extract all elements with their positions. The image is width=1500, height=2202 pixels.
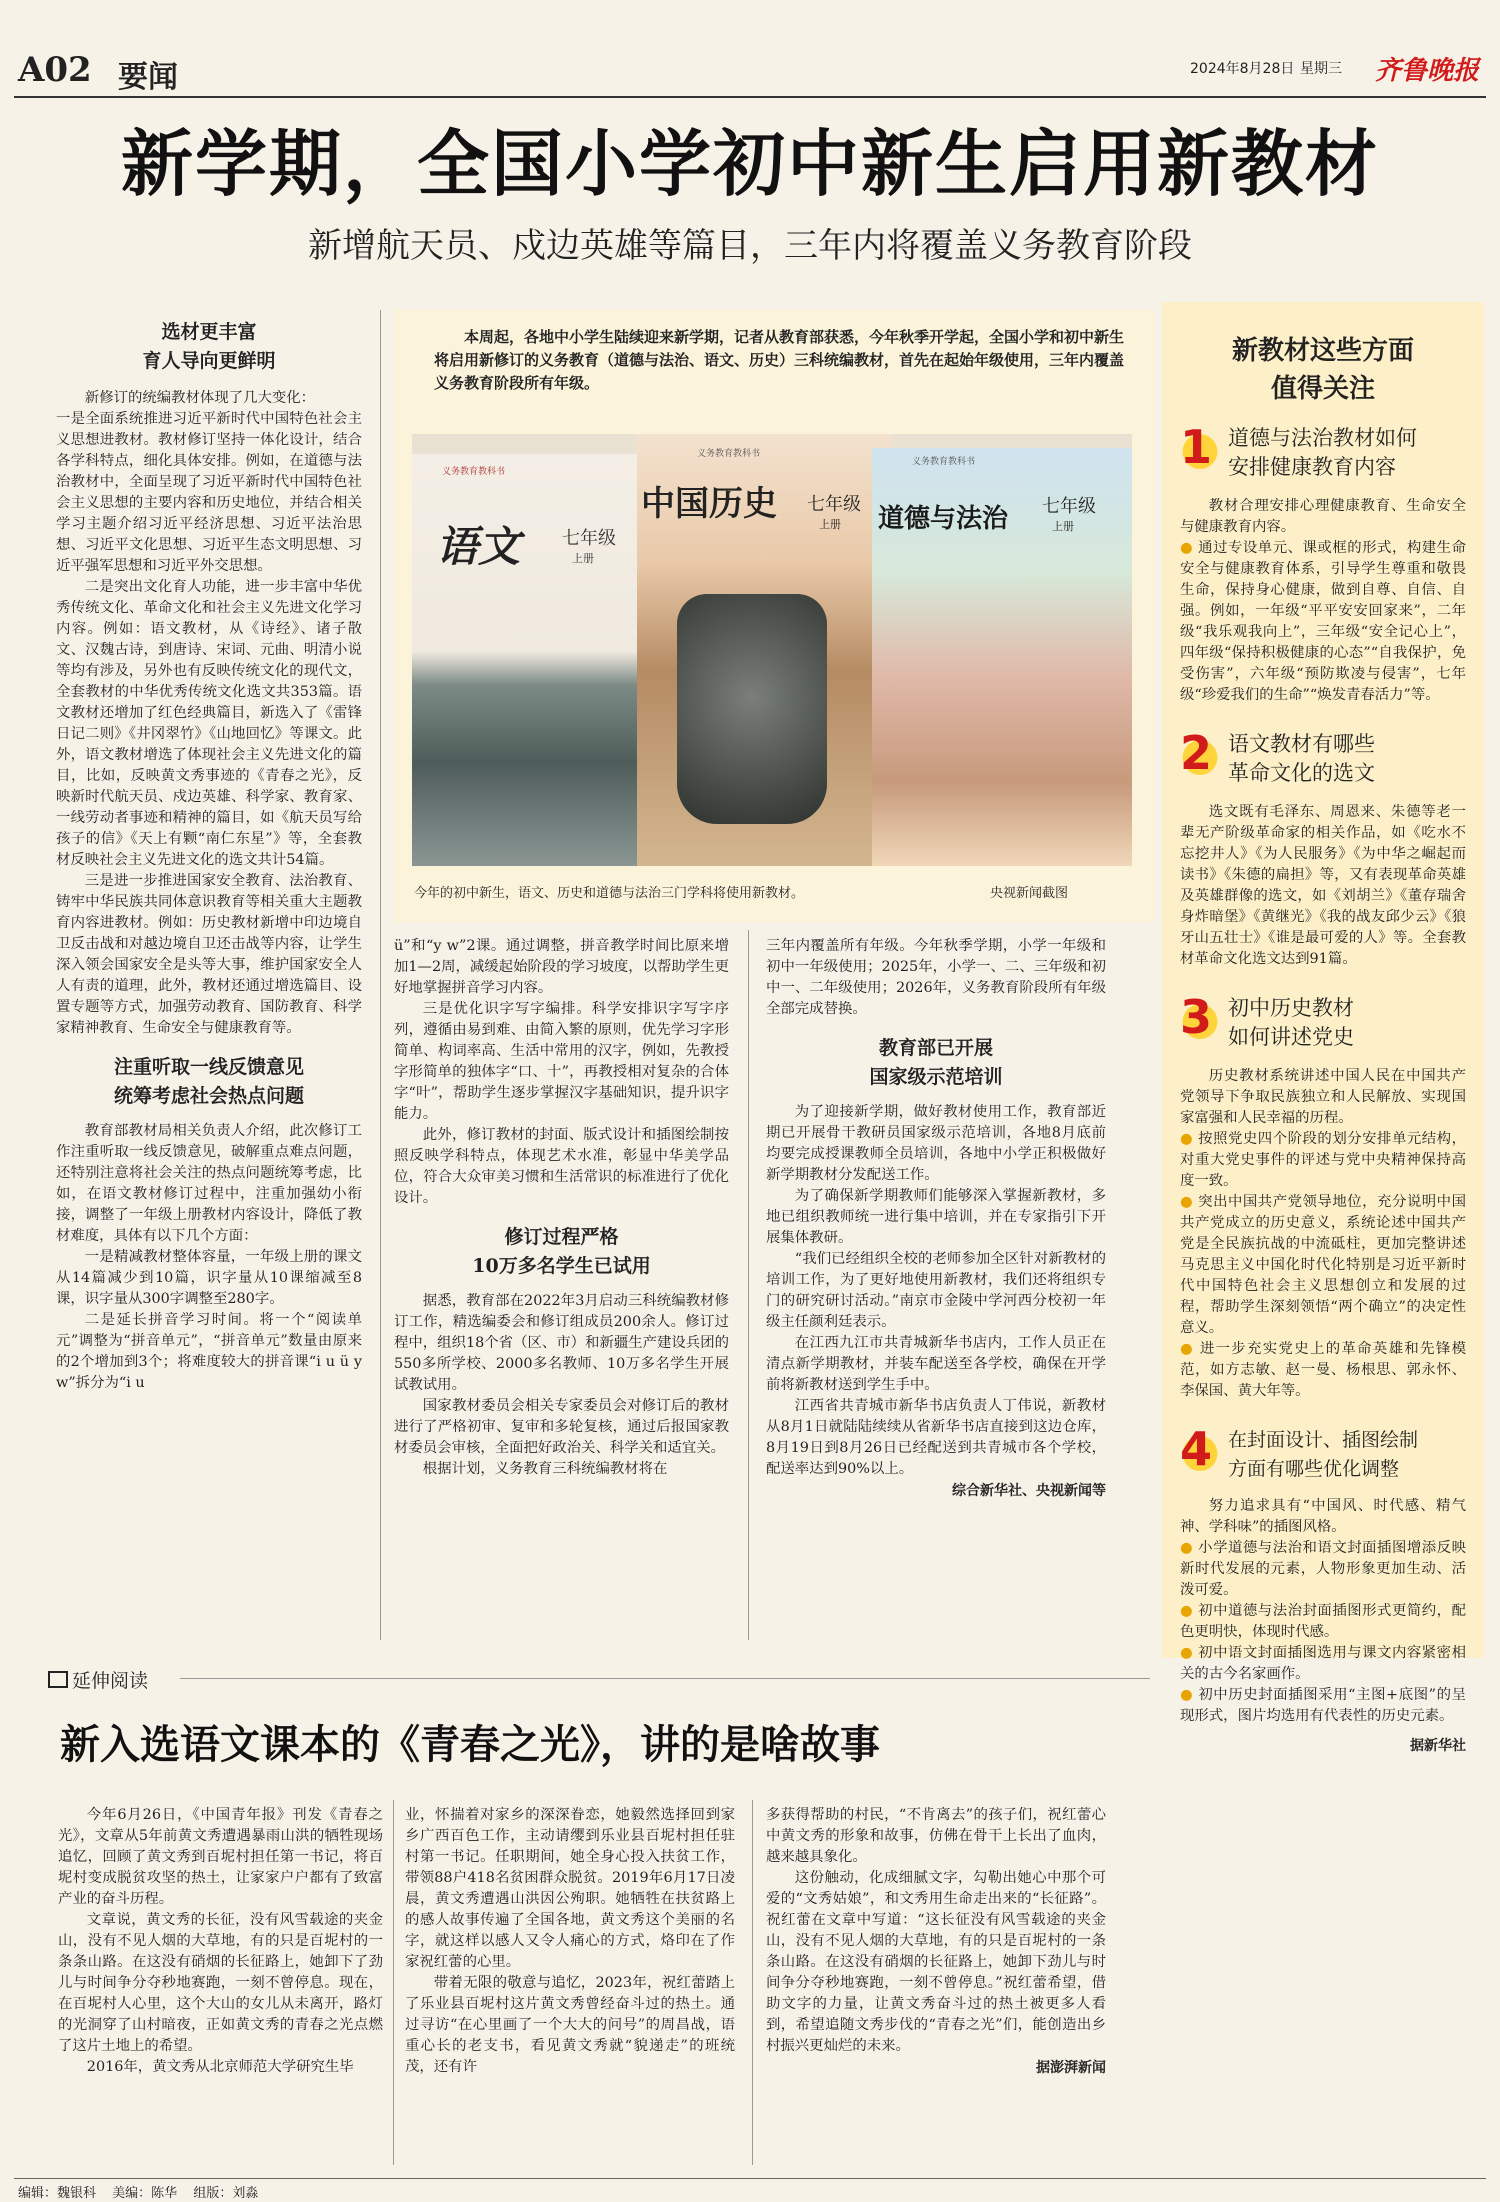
section-number-badge: 1 bbox=[1180, 424, 1220, 470]
editor-credit: 编辑：魏银科 bbox=[18, 2186, 97, 2201]
book-grade: 七年级 bbox=[1042, 496, 1096, 517]
extended-column-2 bbox=[405, 1805, 735, 2078]
paragraph: 教材合理安排心理健康教育、生命安全与健康教育内容。 bbox=[1180, 498, 1466, 535]
subheading-materials: 选材更丰富 育人导向更鲜明 bbox=[142, 321, 276, 372]
paragraph: 带着无限的敬意与追忆，2023年，祝红蕾踏上了乐业县百坭村这片黄文秀曾经奋斗过的热土。通过寻访“在心里画了一个大大的问号”的周昌战，语重心长的老支书，看见黄文秀就“貌递走”的班统茂，还有许 bbox=[405, 1975, 735, 2075]
headline-title: 新学期，全国小学初中新生启用新教材 bbox=[120, 121, 1379, 206]
paper-logo: 齐鲁晚报 bbox=[1375, 56, 1480, 86]
section-title: 语文教材有哪些 革命文化的选文 bbox=[1228, 732, 1375, 785]
paragraph: 今年6月26日，《中国青年报》刊发《青春之光》，文章从5年前黄文秀遭遇暴雨山洪的牺牲现场追忆，回顾了黄文秀到百坭村担任第一书记，将百坭村变成脱贫攻坚的热土，让家家户户都有了致富产业的奋斗历程。 bbox=[58, 1807, 383, 1907]
page-number: A02 bbox=[18, 50, 92, 90]
sidebar-title: 新教材这些方面 值得关注 bbox=[1231, 336, 1414, 404]
paragraph: 三是优化识字写字编排。科学安排识字写字序列，遵循由易到难、由简入繁的原则，优先学习字形简单、构词率高、生活中常用的汉字，例如，先教授字形简单的独体字“口、十”，再教授相对复杂的合体字“叶”，帮助学生逐步掌握汉字基础知识，提升识字能力。 bbox=[394, 1001, 729, 1122]
textbook-cover-chinese bbox=[412, 454, 657, 866]
paragraph: 努力追求具有“中国风、时代感、精气神、学科味”的插图风格。 bbox=[1180, 1498, 1466, 1535]
textbook-cover-morality bbox=[872, 448, 1132, 866]
key-points-sidebar bbox=[1162, 302, 1484, 1754]
paragraph: 新修订的统编教材体现了几大变化： 一是全面系统推进习近平新时代中国特色社会主义思想进教材。教材修订坚持一体化设计，结合各学科特点，细化具体安排。例如，在道德与法治教材中，全面呈现了习近平新时代中国特色社会主义思想的主要内容和历史地位，并结合相关学习主题介绍习近平经济思想、习近平法治思想、习近平文化思想、习近平生态文明思想、习近平强军思想和习近平外交思想。 bbox=[56, 390, 362, 574]
paragraph: 此外，修订教材的封面、版式设计和插图绘制按照反映学科特点，体现艺术水准，彰显中华美学品位，符合大众审美习惯和生活常识的标准进行了优化设计。 bbox=[394, 1127, 729, 1206]
book-series: 义务教育教科书 bbox=[442, 467, 506, 477]
paragraph: 业，怀揣着对家乡的深深眷恋，她毅然选择回到家乡广西百色工作，主动请缨到乐业县百坭村担任驻村第一书记。任职期间，她全身心投入扶贫工作，带领88户418名贫困群众脱贫。2019年6月17日凌晨，黄文秀遭遇山洪因公殉职。她牺牲在扶贫路上的感人故事传遍了全国各地，黄文秀这个美丽的名字，就这样以感人又令人痛心的方式，烙印在了作家祝红蕾的心里。 bbox=[405, 1807, 735, 1970]
paragraph: 根据计划，义务教育三科统编教材将在 bbox=[422, 1461, 668, 1477]
article-column-1 bbox=[56, 318, 362, 1394]
sidebar-section-4 bbox=[1180, 1422, 1466, 1484]
bullet-dot-icon: ● bbox=[1180, 1194, 1199, 1210]
book-series: 义务教育教科书 bbox=[697, 449, 761, 459]
section-name: 要闻 bbox=[118, 60, 178, 95]
issue-date: 2024年8月28日 bbox=[1190, 61, 1295, 77]
book-volume: 上册 bbox=[1052, 520, 1074, 533]
extended-source: 据澎湃新闻 bbox=[1036, 2060, 1106, 2076]
sidebar-source: 据新华社 bbox=[1410, 1738, 1466, 1754]
photo-caption: 今年的初中新生，语文、历史和道德与法治三门学科将使用新教材。 bbox=[414, 886, 805, 901]
book-volume: 上册 bbox=[819, 518, 841, 531]
paragraph: 三是进一步推进国家安全教育、法治教育、铸牢中华民族共同体意识教育等相关重大主题教育内容进教材。例如：历史教材新增中印边境自卫反击战和对越边境自卫还击战等内容，让学生深入领会国家安全是头等大事，维护国家安全人人有责的道理，此外，教材还通过增选篇目、设置专题等方式，加强劳动教育、国防教育、科学家精神教育、生命安全与健康教育等。 bbox=[56, 873, 362, 1036]
footer-credits bbox=[18, 2182, 258, 2201]
bullet-dot-icon: ● bbox=[1180, 1131, 1199, 1147]
header-rule bbox=[14, 96, 1486, 98]
photo-credit: 央视新闻截图 bbox=[990, 886, 1069, 901]
paragraph: ü”和“y w”2课。通过调整，拼音教学时间比原来增加1—2周，减缓起始阶段的学习坡度，以帮助学生更好地掌握拼音学习内容。 bbox=[394, 938, 729, 996]
lead-paragraph: 本周起，各地中小学生陆续迎来新学期，记者从教育部获悉，今年秋季开学起，全国小学和初中新生将启用新修订的义务教育（道德与法治、语文、历史）三科统编教材，首先在起始年级使用，三年内覆盖义务教育阶段所有年级。 bbox=[434, 328, 1125, 392]
paragraph: 教育部教材局相关负责人介绍，此次修订工作注重听取一线反馈意见，破解重点难点问题，还特别注意将社会关注的热点问题统筹考虑，比如，在语文教材修订过程中，注重加强幼小衔接，调整了一年级上册教材内容设计，降低了教材难度，具体有以下几个方面： bbox=[56, 1123, 362, 1244]
article-column-3 bbox=[766, 936, 1106, 1500]
extended-reading-label bbox=[48, 1666, 148, 1693]
subheading-feedback: 注重听取一线反馈意见 统筹考虑社会热点问题 bbox=[113, 1056, 304, 1107]
column-divider bbox=[748, 930, 749, 1640]
textbook-cover-history bbox=[637, 434, 892, 866]
paragraph: “我们已经组织全校的老师参加全区针对新教材的培训工作，为了更好地使用新教材，我们还将组织专门的研究研讨活动。”南京市金陵中学河西分校初一年级主任颜利廷表示。 bbox=[766, 1251, 1106, 1330]
extended-column-3 bbox=[766, 1805, 1106, 2077]
paragraph: 选文既有毛泽东、周恩来、朱德等老一辈无产阶级革命家的相关作品，如《吃水不忘挖井人》《为人民服务》《为中华之崛起而读书》《朱德的扁担》等，又有表现革命英雄及英雄群像的选文，如《刘胡兰》《董存瑞舍身炸暗堡》《黄继光》《我的战友邱少云》《狼牙山五壮士》《谁是最可爱的人》等。全套教材革命文化选文达到91篇。 bbox=[1180, 804, 1466, 967]
section-title: 在封面设计、插图绘制 方面有哪些优化调整 bbox=[1228, 1429, 1419, 1480]
extended-column-1 bbox=[58, 1805, 383, 2078]
book-volume: 上册 bbox=[572, 552, 594, 565]
bullet-paragraph: ● 初中历史封面插图采用“主图+底图”的呈现形式，图片均选用有代表性的历史元素。 bbox=[1180, 1687, 1466, 1724]
bullet-dot-icon: ● bbox=[1180, 1540, 1199, 1556]
footer-rule bbox=[14, 2178, 1486, 2179]
section-label: 延伸阅读 bbox=[72, 1670, 149, 1692]
subheading-revision: 修订过程严格 10万多名学生已试用 bbox=[472, 1226, 651, 1277]
paragraph: 二是延长拼音学习时间。将一个“阅读单元”调整为“拼音单元”，“拼音单元”数量由原来的2个增加到3个；将难度较大的拼音课“i u ü y w”拆分为“i u bbox=[56, 1312, 362, 1391]
paragraph: 文章说，黄文秀的长征，没有风雪载途的夹金山，没有不见人烟的大草地，有的只是百坭村的一条条山路。在这没有硝烟的长征路上，她卸下了劲儿与时间争分夺秒地赛跑，一刻不曾停息。现在，在百坭村人心里，这个大山的女儿从未离开，路灯的光洞穿了山村暗夜，正如黄文秀的青春之光点燃了这片土地上的希望。 bbox=[58, 1912, 383, 2054]
sidebar-section-2 bbox=[1180, 726, 1466, 788]
page-header bbox=[0, 0, 1500, 100]
book-grade: 七年级 bbox=[562, 528, 616, 549]
section-number-badge: 2 bbox=[1180, 730, 1220, 776]
paragraph: 为了迎接新学期，做好教材使用工作，教育部近期已开展骨干教研员国家级示范培训，各地8月底前均要完成授课教师全员培训，各地中小学正积极做好新学期教材分发配送工作。 bbox=[766, 1104, 1106, 1183]
paragraph: 2016年，黄文秀从北京师范大学研究生毕 bbox=[86, 2059, 354, 2075]
bullet-paragraph: ● 进一步充实党史上的革命英雄和先锋模范，如方志敏、赵一曼、杨根思、郭永怀、李保国、黄大年等。 bbox=[1180, 1341, 1466, 1399]
bronze-vessel-image bbox=[677, 594, 827, 824]
section-number-badge: 3 bbox=[1180, 994, 1220, 1040]
column-divider bbox=[380, 310, 381, 1640]
book-title: 道德与法治 bbox=[878, 504, 1009, 534]
extended-title: 新入选语文课本的《青春之光》，讲的是啥故事 bbox=[60, 1721, 880, 1768]
headline-subtitle: 新增航天员、戍边英雄等篇目，三年内将覆盖义务教育阶段 bbox=[308, 226, 1192, 266]
paragraph: 多获得帮助的村民，“不肯离去”的孩子们，祝红蕾心中黄文秀的形象和故事，仿佛在骨干上长出了血肉，越来越具象化。 bbox=[766, 1807, 1106, 1865]
section-number-badge: 4 bbox=[1180, 1426, 1220, 1472]
bullet-dot-icon: ● bbox=[1180, 1341, 1200, 1357]
sidebar-section-3 bbox=[1180, 990, 1466, 1052]
textbook-photo bbox=[412, 434, 1132, 866]
bullet-paragraph: ● 初中语文封面插图选用与课文内容紧密相关的古今名家画作。 bbox=[1180, 1645, 1466, 1682]
proof-credit: 组版：刘淼 bbox=[193, 2186, 259, 2201]
lead-photo-box bbox=[394, 310, 1154, 922]
bullet-dot-icon: ● bbox=[1180, 1687, 1199, 1703]
book-title: 语文 bbox=[436, 522, 521, 571]
book-grade: 七年级 bbox=[807, 494, 861, 515]
paragraph: 一是精减教材整体容量，一年级上册的课文从14篇减少到10篇，识字量从10课缩减至8课，识字量从300字调整至280字。 bbox=[56, 1249, 362, 1307]
bullet-paragraph: ● 小学道德与法治和语文封面插图增添反映新时代发展的元素，人物形象更加生动、活泼可爱。 bbox=[1180, 1540, 1466, 1598]
section-title: 道德与法治教材如何 安排健康教育内容 bbox=[1228, 426, 1417, 479]
paragraph: 二是突出文化育人功能，进一步丰富中华优秀传统文化、革命文化和社会主义先进文化学习内容。例如：语文教材，从《诗经》、诸子散文、汉魏古诗，到唐诗、宋词、元曲、明清小说等均有涉及，另外也有反映传统文化的现代文，全套教材的中华优秀传统文化选文共353篇。语文教材还增加了红色经典篇目，新选入了《雷锋日记二则》《井冈翠竹》《山地回忆》等课文。此外，语文教材增选了体现社会主义先进文化的篇目，比如，反映黄文秀事迹的《青春之光》，反映新时代航天员、戍边英雄、科学家、教育家、一线劳动者事迹和精神的篇目，如《航天员写给孩子的信》《天上有颗“南仁东星”》等，全套教材反映社会主义先进文化的选文共计54篇。 bbox=[56, 579, 362, 868]
article-source: 综合新华社、央视新闻等 bbox=[952, 1483, 1106, 1499]
bullet-paragraph: ● 通过专设单元、课或框的形式，构建生命安全与健康教育体系，引导学生尊重和敬畏生命，保持身心健康，做到自尊、自信、自强。例如，一年级“平平安安回家来”，二年级“我乐观我向上”，三年级“安全记心上”，四年级“保持积极健康的心态”“自我保护，免受伤害”，六年级“预防欺凌与侵害”，七年级“珍爱我们的生命”“焕发青春活力”等。 bbox=[1180, 540, 1466, 703]
bullet-dot-icon: ● bbox=[1180, 540, 1199, 556]
paragraph: 国家教材委员会相关专家委员会对修订后的教材进行了严格初审、复审和多轮复核，通过后报国家教材委员会审核，全面把好政治关、科学关和适宜关。 bbox=[394, 1398, 729, 1456]
subheading-training: 教育部已开展 国家级示范培训 bbox=[869, 1037, 1003, 1088]
paragraph: 历史教材系统讲述中国人民在中国共产党领导下争取民族独立和人民解放、实现国家富强和人民幸福的历程。 bbox=[1180, 1068, 1466, 1126]
bullet-dot-icon: ● bbox=[1180, 1645, 1199, 1661]
paragraph: 三年内覆盖所有年级。今年秋季学期，小学一年级和初中一年级使用；2025年，小学一、二、三年级和初中一、二年级使用；2026年，义务教育阶段所有年级全部完成替换。 bbox=[766, 938, 1106, 1017]
book-title: 中国历史 bbox=[641, 484, 777, 524]
extended-top-rule bbox=[180, 1678, 1150, 1679]
article-column-2 bbox=[394, 936, 729, 1480]
sidebar-section-1 bbox=[1180, 420, 1466, 482]
paragraph: 在江西九江市共青城新华书店内，工作人员正在清点新学期教材，并装车配送至各学校，确保在开学前将新教材送到学生手中。 bbox=[766, 1335, 1106, 1393]
bullet-paragraph: ● 初中道德与法治封面插图形式更简约，配色更明快，体现时代感。 bbox=[1180, 1603, 1466, 1640]
bullet-paragraph: ● 按照党史四个阶段的划分安排单元结构，对重大党史事件的评述与党中央精神保持高度一致。 bbox=[1180, 1131, 1466, 1189]
book-icon bbox=[48, 1671, 68, 1688]
paragraph: 这份触动，化成细腻文字，勾勒出她心中那个可爱的“文秀姑娘”，和文秀用生命走出来的“长征路”。祝红蕾在文章中写道：“这长征没有风雪载途的夹金山，没有不见人烟的大草地，有的只是百坭村的一条条山路。在这没有硝烟的长征路上，她卸下劲儿与时间争分夺秒地赛跑，一刻不曾停息。”祝红蕾希望，借助文字的力量，让黄文秀奋斗过的热土被更多人看到，希望追随文秀步伐的“青春之光”们，能创造出乡村振兴更灿烂的未来。 bbox=[766, 1870, 1106, 2054]
paragraph: 据悉，教育部在2022年3月启动三科统编教材修订工作，精选编委会和修订组成员200余人。修订过程中，组织18个省（区、市）和新疆生产建设兵团的550多所学校、2000多名教师、10万多名学生开展试教试用。 bbox=[394, 1293, 729, 1393]
book-series: 义务教育教科书 bbox=[912, 457, 976, 467]
bullet-paragraph: ● 突出中国共产党领导地位，充分说明中国共产党成立的历史意义，系统论述中国共产党是全民族抗战的中流砥柱，更加完整讲述马克思主义中国化时代化特别是习近平新时代中国特色社会主义思想创立和发展的过程，帮助学生深刻领悟“两个确立”的决定性意义。 bbox=[1180, 1194, 1466, 1336]
section-title: 初中历史教材 如何讲述党史 bbox=[1228, 996, 1354, 1049]
designer-credit: 美编：陈华 bbox=[112, 2186, 178, 2201]
column-divider bbox=[393, 1800, 394, 2165]
issue-weekday: 星期三 bbox=[1300, 61, 1342, 77]
paragraph: 为了确保新学期教师们能够深入掌握新教材，多地已组织教师统一进行集中培训，并在专家指引下开展集体教研。 bbox=[766, 1188, 1106, 1246]
paragraph: 江西省共青城市新华书店负责人丁伟说，新教材从8月1日就陆陆续续从省新华书店直接到这边仓库，8月19日到8月26日已经配送到共青城市各个学校，配送率达到90%以上。 bbox=[766, 1398, 1106, 1477]
column-divider bbox=[752, 1800, 753, 2165]
bullet-dot-icon: ● bbox=[1180, 1603, 1199, 1619]
